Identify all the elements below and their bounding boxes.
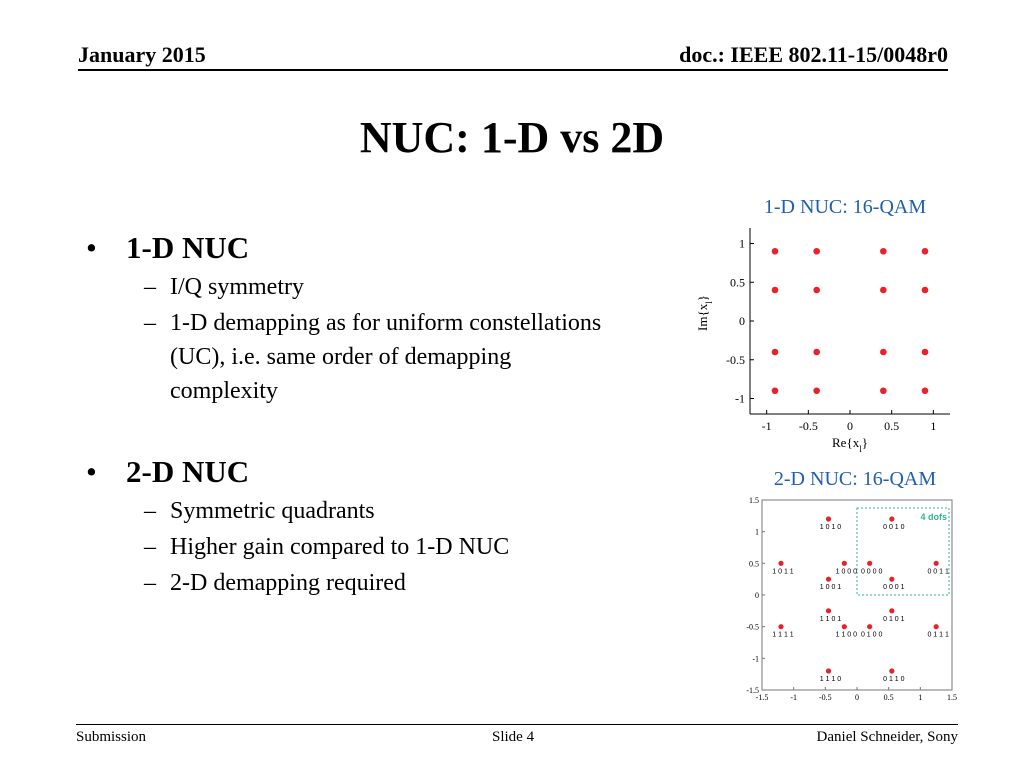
bullet-2d-nuc xyxy=(86,452,606,492)
bit-label: 1 0 1 1 xyxy=(772,568,794,576)
constellation-point xyxy=(826,516,831,521)
footer-submission: Submission xyxy=(76,729,147,745)
constellation-point xyxy=(842,624,847,629)
bit-label: 1 1 1 1 xyxy=(772,631,794,639)
constellation-point xyxy=(813,248,820,255)
header-date: January 2015 xyxy=(78,42,206,67)
bullet-1d-nuc xyxy=(86,228,606,268)
constellation-point xyxy=(867,624,872,629)
x-tick-label: 0.5 xyxy=(883,693,894,702)
bit-label: 1 0 1 0 xyxy=(819,524,842,531)
chart-1d-title: 1-D NUC: 16-QAM xyxy=(763,196,927,218)
x-tick-label: -1 xyxy=(761,419,772,433)
constellation-point xyxy=(889,608,894,613)
bit-label: 1 0 0 1 xyxy=(819,584,842,592)
chart-2d-nuc xyxy=(736,490,962,706)
x-tick-label: 0 xyxy=(855,693,859,702)
x-tick-label: 1.5 xyxy=(947,693,957,702)
bit-label: 0 1 0 1 xyxy=(883,615,905,623)
bullet-dot-icon: • xyxy=(86,454,97,489)
y-tick-label: -1 xyxy=(752,654,759,664)
sub-bullet-text: I/Q symmetry xyxy=(170,274,304,300)
y-tick-label: -0.5 xyxy=(726,352,745,367)
sub-bullet-text: 1-D demapping as for uniform constellations (UC), i.e. same order of demapping complexity xyxy=(170,310,602,404)
bit-label: 0 0 1 1 xyxy=(927,568,949,576)
bit-label: 0 1 1 0 xyxy=(883,676,905,683)
y-tick-label: 0 xyxy=(755,591,759,600)
slide-title: NUC: 1-D vs 2D xyxy=(359,113,665,162)
y-tick-label: 1.5 xyxy=(749,496,759,505)
y-tick-label: -1.5 xyxy=(746,686,759,695)
y-tick-label: 0.5 xyxy=(730,275,745,290)
bit-label: 0 1 0 0 xyxy=(860,631,883,639)
constellation-point xyxy=(813,287,820,294)
bit-label: 0 0 0 1 xyxy=(883,584,905,592)
sub-bullet xyxy=(86,530,606,564)
dof-region-label: 4 dofs xyxy=(920,512,947,522)
constellation-point xyxy=(922,349,929,356)
header-doc-id: doc.: IEEE 802.11-15/0048r0 xyxy=(679,42,948,67)
x-axis-label: $Re\{x_l\}$ xyxy=(832,435,868,454)
footer-divider xyxy=(76,724,958,725)
bit-label: 0 0 1 0 xyxy=(883,524,905,531)
bullet-dot-icon: • xyxy=(86,230,97,265)
constellation-point xyxy=(880,349,887,356)
dash-icon: – xyxy=(144,570,156,596)
constellation-point xyxy=(867,561,872,566)
constellation-point xyxy=(813,349,820,356)
constellation-point xyxy=(772,349,779,356)
bit-label: 0 0 0 0 xyxy=(860,568,883,576)
constellation-point xyxy=(842,561,847,566)
bullet-label: 1-D NUC xyxy=(126,230,250,265)
chart-1d-nuc xyxy=(690,222,960,456)
chart-2d-title: 2-D NUC: 16-QAM xyxy=(773,468,937,490)
x-tick-label: -0.5 xyxy=(798,419,818,433)
constellation-point xyxy=(922,248,929,255)
constellation-point xyxy=(826,668,831,673)
sub-bullet xyxy=(86,270,606,304)
y-tick-label: 1 xyxy=(755,527,759,537)
x-tick-label: 0.5 xyxy=(884,419,900,433)
spacer xyxy=(86,408,606,452)
bit-label: 1 0 0 0 xyxy=(835,568,858,576)
constellation-point xyxy=(880,387,887,394)
x-tick-label: -1.5 xyxy=(755,693,769,702)
constellation-point xyxy=(772,287,779,294)
sub-bullet xyxy=(86,566,606,600)
constellation-point xyxy=(826,608,831,613)
y-tick-label: -1 xyxy=(735,391,745,406)
x-tick-label: 1 xyxy=(918,693,923,702)
bit-label: 1 1 0 0 xyxy=(835,631,858,639)
constellation-point xyxy=(826,577,831,582)
constellation-point xyxy=(889,668,894,673)
constellation-point xyxy=(813,387,820,394)
bit-label: 0 1 1 1 xyxy=(927,631,949,639)
header-divider xyxy=(78,69,948,71)
bullet-label: 2-D NUC xyxy=(126,454,250,489)
y-tick-label: 1 xyxy=(739,236,745,251)
bit-label: 1 1 0 1 xyxy=(819,615,842,623)
y-tick-label: -0.5 xyxy=(746,622,759,632)
dash-icon: – xyxy=(144,274,156,300)
y-tick-label: 0 xyxy=(739,314,745,328)
x-tick-label: -0.5 xyxy=(818,693,832,702)
sub-bullet-text: Symmetric quadrants xyxy=(170,498,375,524)
sub-bullet-text: Higher gain compared to 1-D NUC xyxy=(170,534,510,560)
constellation-point xyxy=(922,387,929,394)
dash-icon: – xyxy=(144,310,156,336)
constellation-point xyxy=(934,624,939,629)
constellation-point xyxy=(922,287,929,294)
bullet-list xyxy=(86,228,606,600)
footer-slide-number: Slide 4 xyxy=(492,729,535,745)
x-tick-label: 0 xyxy=(847,419,853,433)
sub-bullet xyxy=(86,494,606,528)
constellation-point xyxy=(772,387,779,394)
bit-label: 1 1 1 0 xyxy=(819,676,842,683)
sub-bullet-text: 2-D demapping required xyxy=(170,570,406,596)
y-axis-label: $Im\{x_l\}$ xyxy=(695,295,714,331)
dash-icon: – xyxy=(144,534,156,560)
x-tick-label: -1 xyxy=(790,693,798,702)
constellation-point xyxy=(880,287,887,294)
dash-icon: – xyxy=(144,498,156,524)
constellation-point xyxy=(778,561,783,566)
constellation-point xyxy=(880,248,887,255)
constellation-point xyxy=(889,577,894,582)
sub-bullet xyxy=(86,306,606,408)
footer-author: Daniel Schneider, Sony xyxy=(816,729,958,745)
constellation-point xyxy=(889,516,894,521)
constellation-point xyxy=(772,248,779,255)
constellation-point xyxy=(934,561,939,566)
constellation-point xyxy=(778,624,783,629)
x-tick-label: 1 xyxy=(930,419,937,433)
y-tick-label: 0.5 xyxy=(749,559,759,569)
